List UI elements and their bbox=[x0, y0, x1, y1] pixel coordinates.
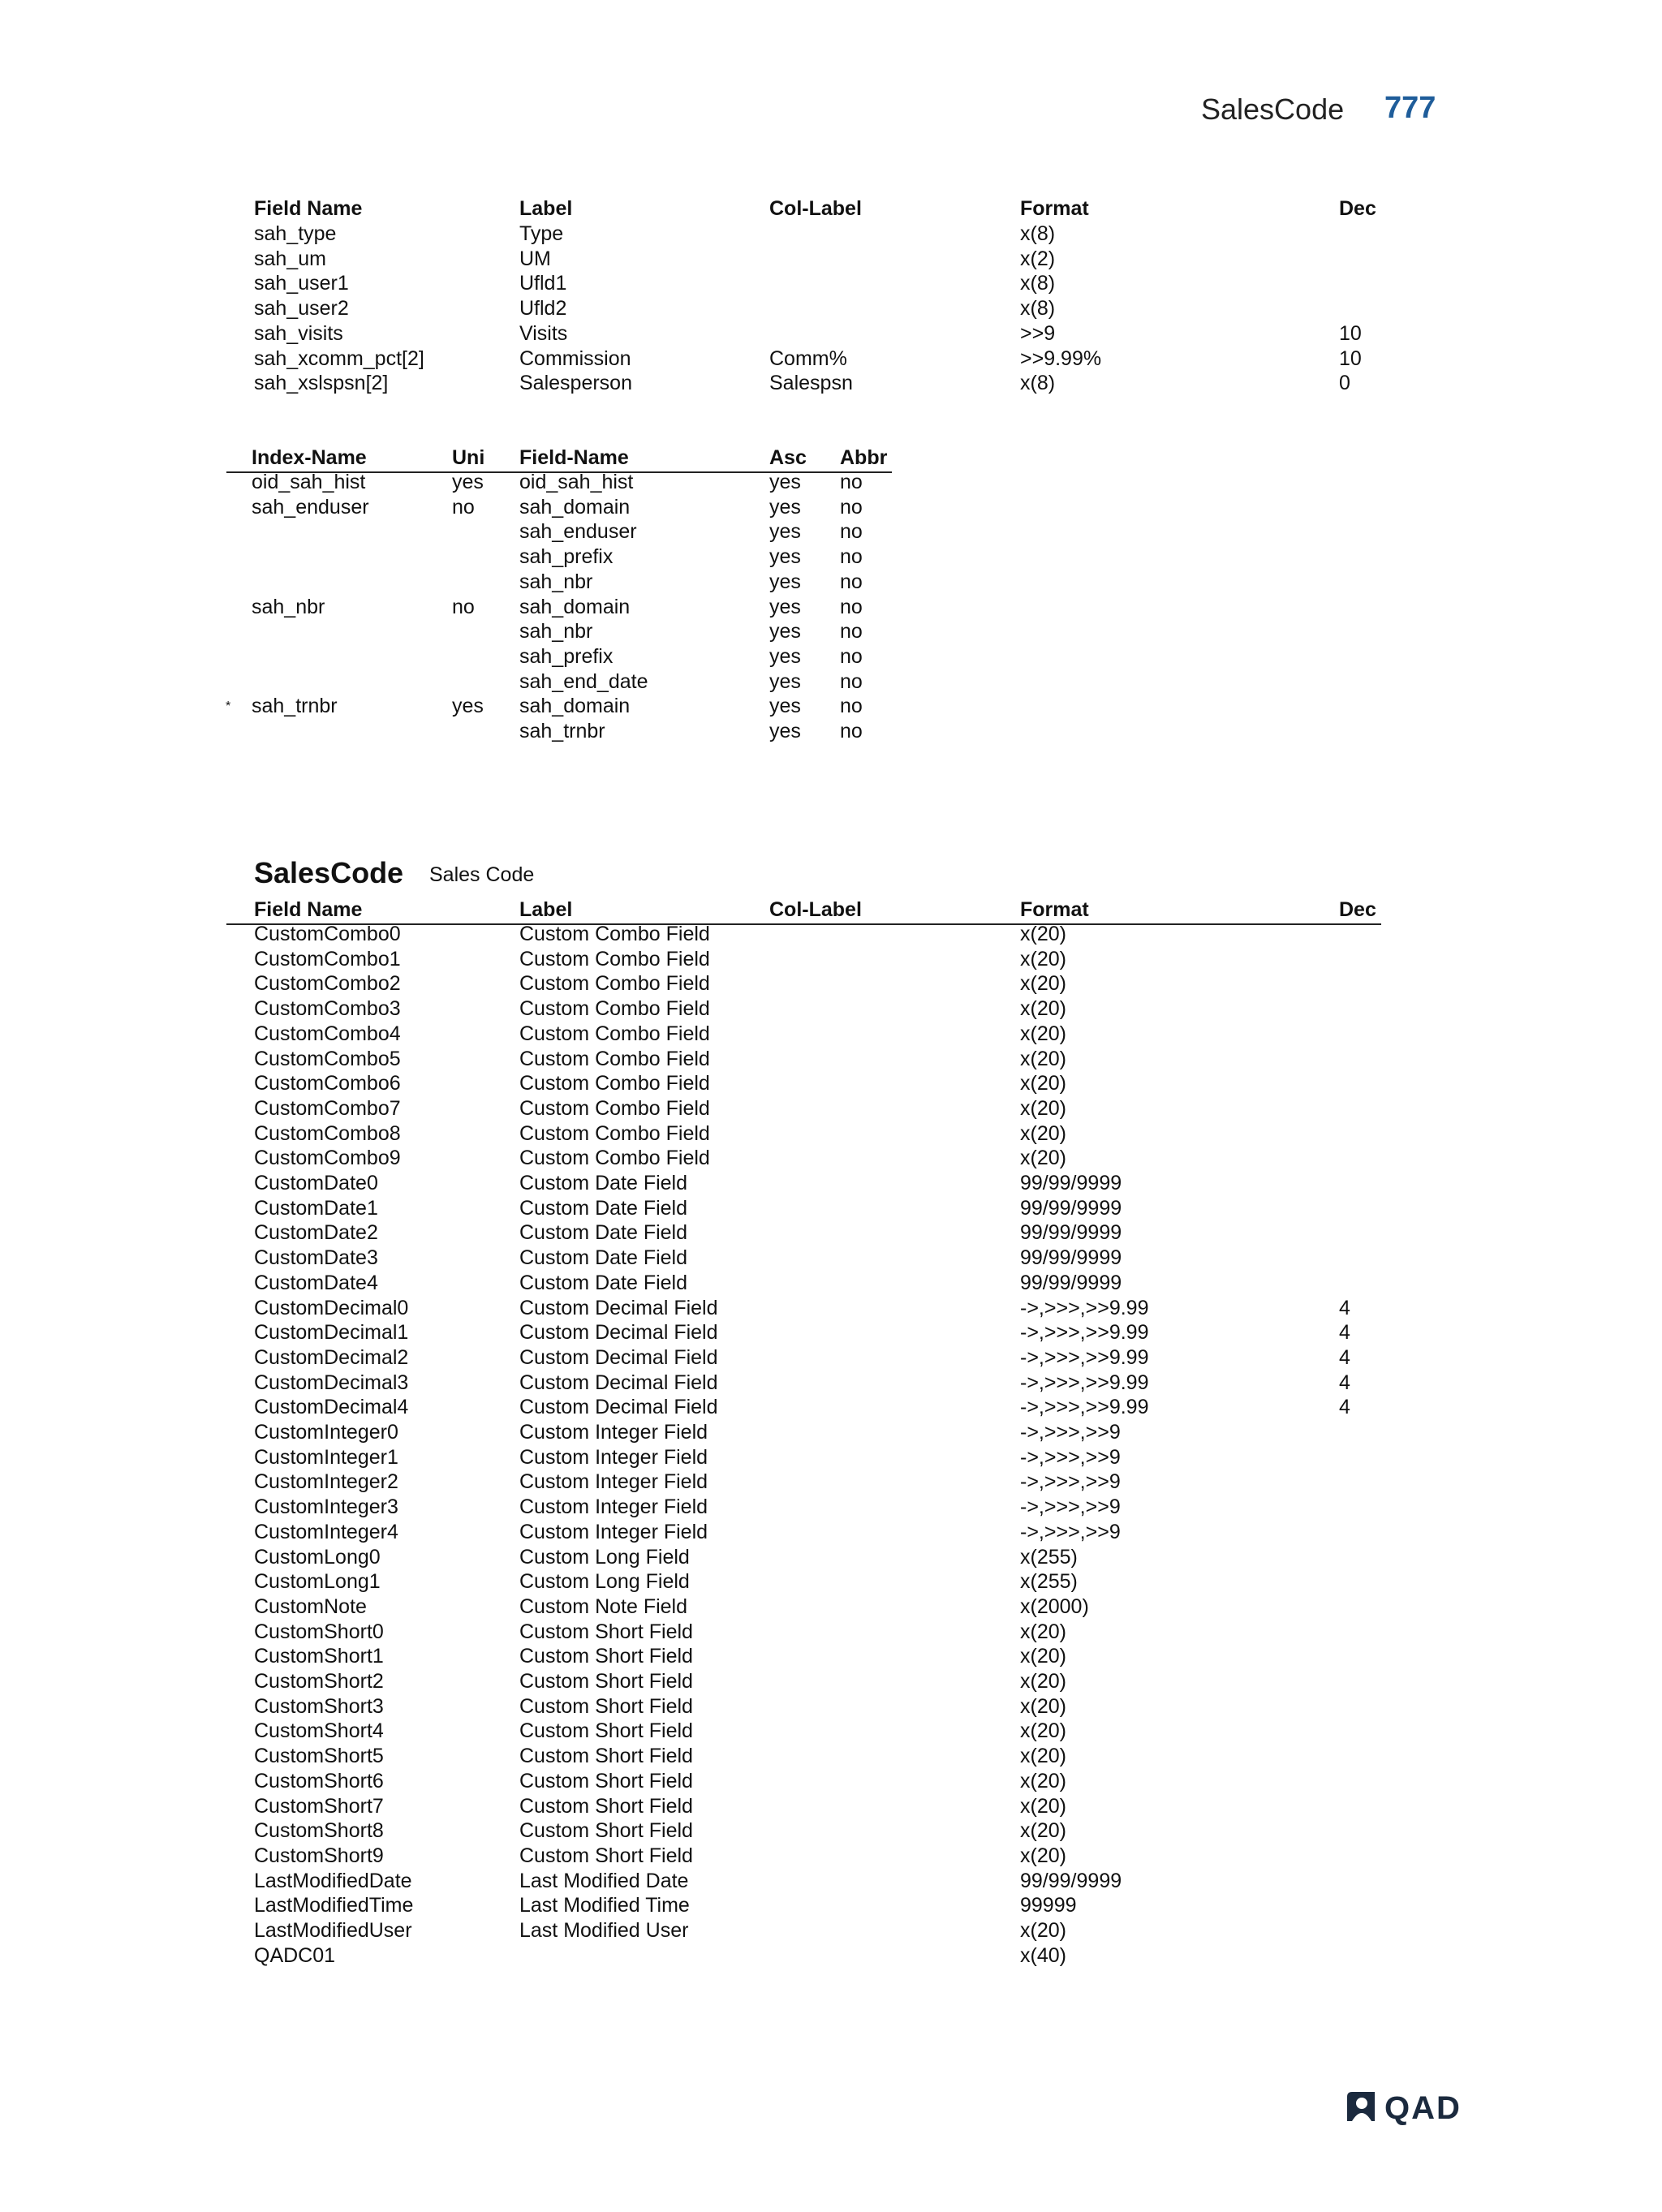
table-cell: ->,>>>,>>9 bbox=[1020, 1445, 1121, 1469]
table-cell: x(20) bbox=[1020, 1844, 1066, 1867]
table-cell: no bbox=[840, 695, 863, 718]
table-cell: yes bbox=[769, 644, 801, 668]
table-cell: Custom Date Field bbox=[519, 1246, 688, 1270]
table-cell: ->,>>>,>>9 bbox=[1020, 1495, 1121, 1519]
table-cell: LastModifiedDate bbox=[254, 1869, 412, 1892]
table-cell: Last Modified Date bbox=[519, 1869, 689, 1892]
table-cell: sah_nbr bbox=[519, 570, 593, 593]
table-cell: Custom Long Field bbox=[519, 1570, 690, 1594]
column-header: Uni bbox=[452, 446, 485, 469]
table-cell: CustomDecimal0 bbox=[254, 1296, 409, 1319]
table-cell: CustomShort0 bbox=[254, 1620, 384, 1643]
table-cell: Salesperson bbox=[519, 372, 632, 395]
table-cell: sah_type bbox=[254, 222, 337, 245]
column-header: Dec bbox=[1339, 197, 1376, 220]
table-cell: Ufld1 bbox=[519, 272, 567, 295]
table-cell: sah_enduser bbox=[252, 495, 369, 519]
running-header-title: SalesCode bbox=[1201, 93, 1345, 126]
table-cell: CustomCombo2 bbox=[254, 972, 401, 996]
table-cell: x(2) bbox=[1020, 247, 1056, 270]
table-cell: CustomCombo0 bbox=[254, 923, 401, 945]
table-cell: x(8) bbox=[1020, 272, 1056, 295]
table-cell: CustomShort4 bbox=[254, 1719, 384, 1743]
table-cell: Custom Short Field bbox=[519, 1620, 693, 1643]
table-cell: Custom Date Field bbox=[519, 1196, 688, 1220]
table-cell: Custom Date Field bbox=[519, 1172, 688, 1194]
table-cell: x(20) bbox=[1020, 1047, 1066, 1070]
table-cell: 10 bbox=[1339, 321, 1362, 345]
table-cell: Custom Decimal Field bbox=[519, 1321, 718, 1345]
table-cell: sah_domain bbox=[519, 695, 631, 718]
table-cell: Salespsn bbox=[769, 372, 853, 395]
table-cell: sah_prefix bbox=[519, 545, 614, 569]
table-cell: yes bbox=[769, 620, 801, 643]
column-header: Asc bbox=[769, 446, 807, 469]
table-cell: CustomCombo6 bbox=[254, 1072, 401, 1095]
table-cell: 4 bbox=[1339, 1396, 1350, 1419]
table-cell: CustomCombo5 bbox=[254, 1047, 401, 1070]
table-cell: no bbox=[840, 495, 863, 519]
table-cell: no bbox=[840, 620, 863, 643]
table-cell: x(20) bbox=[1020, 1670, 1066, 1693]
table-cell: no bbox=[840, 471, 863, 493]
table-cell: x(255) bbox=[1020, 1545, 1078, 1569]
table-cell: x(20) bbox=[1020, 1121, 1066, 1145]
table-cell: LastModifiedTime bbox=[254, 1894, 414, 1917]
table-cell: Ufld2 bbox=[519, 297, 567, 321]
table-cell: yes bbox=[769, 570, 801, 593]
table-cell: 99/99/9999 bbox=[1020, 1196, 1122, 1220]
column-header: Label bbox=[519, 197, 573, 220]
table-cell: Visits bbox=[519, 321, 568, 345]
table-cell: no bbox=[452, 495, 475, 519]
table-cell: 99/99/9999 bbox=[1020, 1172, 1122, 1194]
table-cell: Custom Combo Field bbox=[519, 997, 710, 1021]
table-cell: Custom Decimal Field bbox=[519, 1345, 718, 1369]
table-cell: x(20) bbox=[1020, 923, 1066, 945]
table-cell: x(20) bbox=[1020, 1694, 1066, 1718]
table-cell: x(20) bbox=[1020, 1919, 1066, 1942]
table-cell: ->,>>>,>>9.99 bbox=[1020, 1396, 1149, 1419]
table-cell: Custom Integer Field bbox=[519, 1520, 708, 1543]
table-cell: Custom Combo Field bbox=[519, 947, 710, 970]
table-cell: x(20) bbox=[1020, 1072, 1066, 1095]
table-cell: CustomCombo8 bbox=[254, 1121, 401, 1145]
table-cell: Custom Combo Field bbox=[519, 1096, 710, 1120]
primary-index-marker: * bbox=[226, 699, 231, 714]
section-title: SalesCode bbox=[254, 856, 404, 889]
table-cell: x(8) bbox=[1020, 372, 1056, 395]
table-cell: Type bbox=[519, 222, 564, 245]
table-cell: ->,>>>,>>9.99 bbox=[1020, 1371, 1149, 1394]
table-cell: sah_user1 bbox=[254, 272, 349, 295]
table-cell: sah_nbr bbox=[252, 595, 325, 618]
table-cell: x(20) bbox=[1020, 1645, 1066, 1668]
table-cell: x(20) bbox=[1020, 1719, 1066, 1743]
table-cell: no bbox=[840, 520, 863, 544]
table-cell: 99/99/9999 bbox=[1020, 1221, 1122, 1245]
table-cell: CustomShort2 bbox=[254, 1670, 384, 1693]
table-cell: ->,>>>,>>9.99 bbox=[1020, 1345, 1149, 1369]
table-cell: 4 bbox=[1339, 1296, 1350, 1319]
table-cell: Custom Short Field bbox=[519, 1694, 693, 1718]
table-cell: x(255) bbox=[1020, 1570, 1078, 1594]
table-cell: sah_domain bbox=[519, 495, 631, 519]
table-cell: no bbox=[840, 595, 863, 618]
column-header: Col-Label bbox=[769, 898, 862, 921]
table-cell: x(20) bbox=[1020, 1819, 1066, 1843]
column-header: Col-Label bbox=[769, 197, 862, 220]
table-cell: Custom Integer Field bbox=[519, 1495, 708, 1519]
table-cell: Custom Short Field bbox=[519, 1819, 693, 1843]
table-cell: x(2000) bbox=[1020, 1594, 1089, 1618]
table-cell: sah_end_date bbox=[519, 669, 648, 693]
table-cell: sah_prefix bbox=[519, 644, 614, 668]
table-cell: CustomShort3 bbox=[254, 1694, 384, 1718]
table-cell: CustomCombo7 bbox=[254, 1096, 401, 1120]
table-cell: Custom Date Field bbox=[519, 1271, 688, 1294]
table-cell: CustomDecimal4 bbox=[254, 1396, 409, 1419]
table-cell: Custom Combo Field bbox=[519, 923, 710, 945]
table-cell: QADC01 bbox=[254, 1943, 336, 1967]
table-cell: Custom Short Field bbox=[519, 1745, 693, 1768]
table-cell: sah_domain bbox=[519, 595, 631, 618]
table-cell: Custom Short Field bbox=[519, 1844, 693, 1867]
table-cell: yes bbox=[769, 695, 801, 718]
table-cell: no bbox=[452, 595, 475, 618]
table-cell: ->,>>>,>>9.99 bbox=[1020, 1296, 1149, 1319]
table-cell: CustomInteger2 bbox=[254, 1470, 398, 1494]
table-cell: >>9 bbox=[1020, 321, 1056, 345]
table-cell: sah_um bbox=[254, 247, 326, 270]
table-cell: CustomShort9 bbox=[254, 1844, 384, 1867]
table-cell: CustomDate2 bbox=[254, 1221, 378, 1245]
table-cell: 99/99/9999 bbox=[1020, 1246, 1122, 1270]
table-cell: CustomShort8 bbox=[254, 1819, 384, 1843]
table-cell: CustomCombo1 bbox=[254, 947, 401, 970]
table-cell: Custom Integer Field bbox=[519, 1470, 708, 1494]
table-cell: Comm% bbox=[769, 346, 847, 370]
table-cell: UM bbox=[519, 247, 551, 270]
table-cell: CustomDate0 bbox=[254, 1172, 378, 1194]
table-cell: x(8) bbox=[1020, 222, 1056, 245]
table-cell: x(20) bbox=[1020, 1096, 1066, 1120]
table-cell: 10 bbox=[1339, 346, 1362, 370]
table-cell: no bbox=[840, 720, 863, 742]
table-cell: Custom Combo Field bbox=[519, 972, 710, 996]
table-cell: yes bbox=[452, 695, 484, 718]
table-cell: CustomInteger4 bbox=[254, 1520, 398, 1543]
table-cell: >>9.99% bbox=[1020, 346, 1102, 370]
table-cell: sah_trnbr bbox=[519, 720, 605, 742]
column-header: Format bbox=[1020, 197, 1089, 220]
table-cell: Custom Combo Field bbox=[519, 1121, 710, 1145]
table-cell: ->,>>>,>>9 bbox=[1020, 1421, 1121, 1444]
table-cell: Custom Note Field bbox=[519, 1594, 688, 1618]
table-cell: x(8) bbox=[1020, 297, 1056, 321]
table-cell: Custom Decimal Field bbox=[519, 1371, 718, 1394]
table-cell: Custom Decimal Field bbox=[519, 1296, 718, 1319]
table-cell: x(20) bbox=[1020, 997, 1066, 1021]
table-cell: yes bbox=[452, 471, 484, 493]
column-header: Field Name bbox=[254, 197, 363, 220]
table-cell: CustomDate4 bbox=[254, 1271, 378, 1294]
table-cell: Custom Short Field bbox=[519, 1794, 693, 1818]
table-cell: Custom Short Field bbox=[519, 1670, 693, 1693]
table-cell: sah_xcomm_pct[2] bbox=[254, 346, 424, 370]
table-cell: Custom Decimal Field bbox=[519, 1396, 718, 1419]
table-cell: no bbox=[840, 644, 863, 668]
table-cell: Custom Combo Field bbox=[519, 1147, 710, 1170]
table-cell: 99/99/9999 bbox=[1020, 1271, 1122, 1294]
table-cell: CustomDate1 bbox=[254, 1196, 378, 1220]
column-header: Abbr bbox=[840, 446, 888, 469]
table-cell: yes bbox=[769, 595, 801, 618]
table-cell: sah_xslspsn[2] bbox=[254, 372, 389, 395]
table-cell: x(20) bbox=[1020, 1794, 1066, 1818]
table-cell: Custom Integer Field bbox=[519, 1421, 708, 1444]
table-cell: CustomShort7 bbox=[254, 1794, 384, 1818]
table-cell: x(20) bbox=[1020, 972, 1066, 996]
table-cell: 4 bbox=[1339, 1345, 1350, 1369]
table-cell: CustomCombo9 bbox=[254, 1147, 401, 1170]
table-cell: CustomInteger1 bbox=[254, 1445, 398, 1469]
table-cell: yes bbox=[769, 495, 801, 519]
table-cell: Custom Short Field bbox=[519, 1769, 693, 1792]
table-cell: CustomLong1 bbox=[254, 1570, 381, 1594]
table-cell: LastModifiedUser bbox=[254, 1919, 412, 1942]
table-cell: Last Modified Time bbox=[519, 1894, 690, 1917]
table-cell: Custom Integer Field bbox=[519, 1445, 708, 1469]
table-cell: x(20) bbox=[1020, 1147, 1066, 1170]
table-cell: yes bbox=[769, 669, 801, 693]
table-cell: CustomDate3 bbox=[254, 1246, 378, 1270]
table-cell: Custom Long Field bbox=[519, 1545, 690, 1569]
table-cell: no bbox=[840, 545, 863, 569]
table-cell: CustomInteger0 bbox=[254, 1421, 398, 1444]
table-cell: sah_trnbr bbox=[252, 695, 338, 718]
column-header: Dec bbox=[1339, 898, 1376, 921]
table-cell: CustomShort5 bbox=[254, 1745, 384, 1768]
table-cell: Custom Combo Field bbox=[519, 1072, 710, 1095]
qad-logo-icon bbox=[1344, 2090, 1378, 2127]
table-cell: x(40) bbox=[1020, 1943, 1066, 1967]
table-cell: Last Modified User bbox=[519, 1919, 689, 1942]
table-cell: 0 bbox=[1339, 372, 1350, 395]
table-cell: Custom Combo Field bbox=[519, 1047, 710, 1070]
column-header: Label bbox=[519, 898, 573, 921]
column-header: Field Name bbox=[254, 898, 363, 921]
column-header: Format bbox=[1020, 898, 1089, 921]
table-cell: sah_enduser bbox=[519, 520, 637, 544]
table-cell: Commission bbox=[519, 346, 631, 370]
table-cell: CustomInteger3 bbox=[254, 1495, 398, 1519]
table-cell: 4 bbox=[1339, 1321, 1350, 1345]
table-cell: yes bbox=[769, 545, 801, 569]
table-cell: yes bbox=[769, 471, 801, 493]
table-cell: sah_user2 bbox=[254, 297, 349, 321]
column-header: Index-Name bbox=[252, 446, 367, 469]
table-cell: x(20) bbox=[1020, 1022, 1066, 1045]
table-cell: 99999 bbox=[1020, 1894, 1077, 1917]
table-cell: CustomCombo3 bbox=[254, 997, 401, 1021]
table-cell: no bbox=[840, 570, 863, 593]
table-cell: 4 bbox=[1339, 1371, 1350, 1394]
table-cell: Custom Short Field bbox=[519, 1719, 693, 1743]
table-cell: CustomCombo4 bbox=[254, 1022, 401, 1045]
table-cell: no bbox=[840, 669, 863, 693]
table-cell: x(20) bbox=[1020, 1620, 1066, 1643]
table-cell: sah_nbr bbox=[519, 620, 593, 643]
table-cell: yes bbox=[769, 520, 801, 544]
table-cell: Custom Date Field bbox=[519, 1221, 688, 1245]
table-cell: CustomShort1 bbox=[254, 1645, 384, 1668]
table-cell: CustomDecimal3 bbox=[254, 1371, 409, 1394]
table-cell: CustomDecimal2 bbox=[254, 1345, 409, 1369]
table-cell: CustomShort6 bbox=[254, 1769, 384, 1792]
table-cell: oid_sah_hist bbox=[519, 471, 634, 493]
table-cell: ->,>>>,>>9.99 bbox=[1020, 1321, 1149, 1345]
table-cell: x(20) bbox=[1020, 947, 1066, 970]
table-cell: x(20) bbox=[1020, 1745, 1066, 1768]
logo-text: QAD bbox=[1384, 2090, 1462, 2126]
table-cell: CustomNote bbox=[254, 1594, 367, 1618]
table-cell: oid_sah_hist bbox=[252, 471, 366, 493]
column-header: Field-Name bbox=[519, 446, 629, 469]
table-cell: ->,>>>,>>9 bbox=[1020, 1470, 1121, 1494]
table-cell: sah_visits bbox=[254, 321, 343, 345]
table-cell: CustomLong0 bbox=[254, 1545, 381, 1569]
table-cell: ->,>>>,>>9 bbox=[1020, 1520, 1121, 1543]
table-cell: Custom Short Field bbox=[519, 1645, 693, 1668]
table-cell: 99/99/9999 bbox=[1020, 1869, 1122, 1892]
table-cell: x(20) bbox=[1020, 1769, 1066, 1792]
qad-logo bbox=[1344, 2090, 1462, 2127]
table-cell: CustomDecimal1 bbox=[254, 1321, 409, 1345]
page-number: 777 bbox=[1384, 91, 1436, 125]
table-cell: yes bbox=[769, 720, 801, 742]
table-cell: Custom Combo Field bbox=[519, 1022, 710, 1045]
section-description: Sales Code bbox=[429, 863, 535, 886]
